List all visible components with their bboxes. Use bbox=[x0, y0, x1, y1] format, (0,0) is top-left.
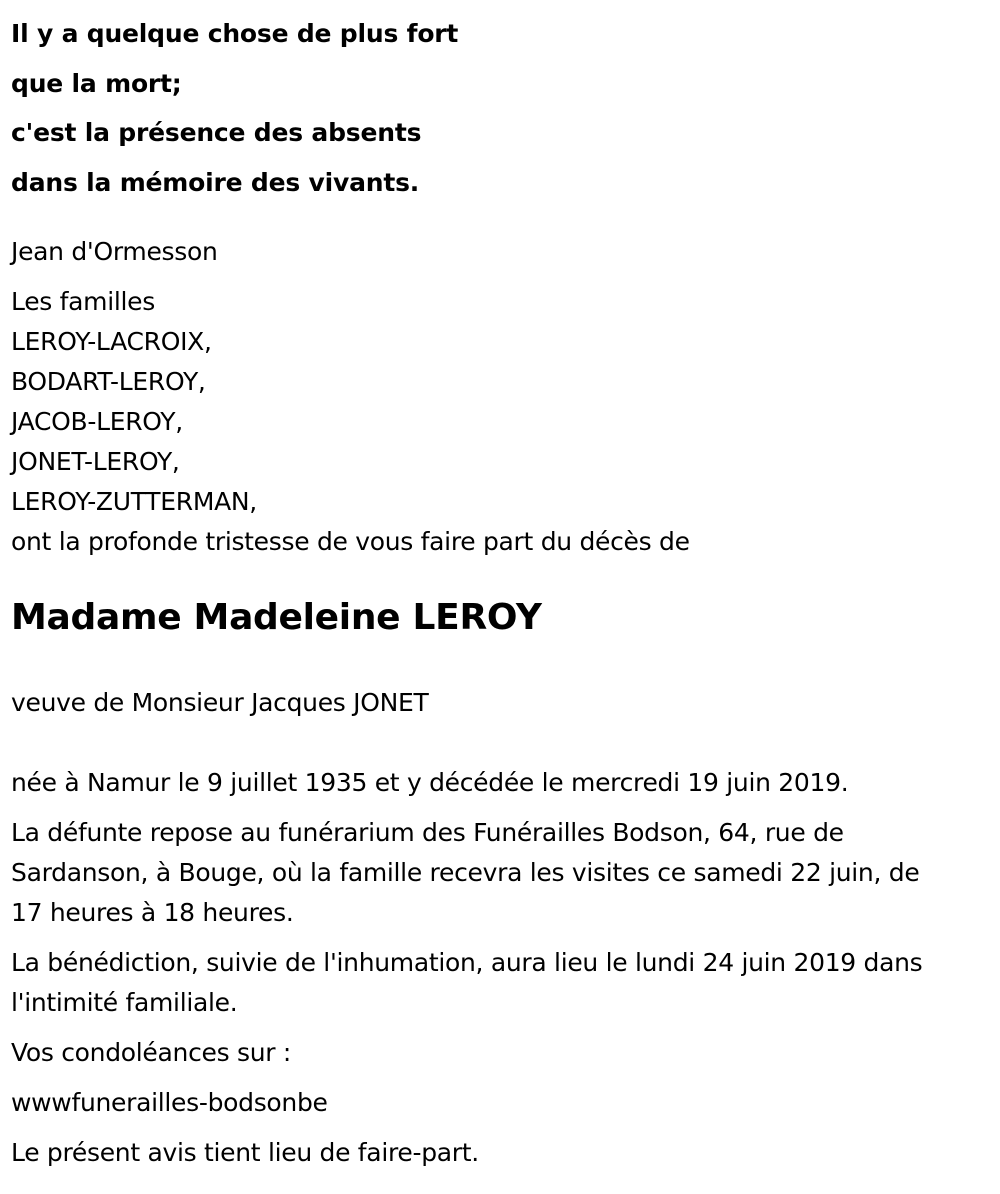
birth-death-info: née à Namur le 9 juillet 1935 et y décédée le mercredi 19 juin 2019. bbox=[11, 768, 849, 797]
repose-paragraph bbox=[11, 813, 991, 933]
repose-line-1: La défunte repose au funérarium des Funérailles Bodson, 64, rue de bbox=[11, 818, 844, 847]
quote-line-1: Il y a quelque chose de plus fort bbox=[11, 19, 459, 48]
ceremony-line-2: l'intimité familiale. bbox=[11, 988, 238, 1017]
repose-line-3: 17 heures à 18 heures. bbox=[11, 898, 294, 927]
closing-note: Le présent avis tient lieu de faire-part. bbox=[11, 1138, 479, 1167]
announcement-statement: ont la profonde tristesse de vous faire part du décès de bbox=[11, 527, 690, 556]
family-name: JACOB-LEROY, bbox=[11, 407, 183, 436]
quote-line-2: que la mort; bbox=[11, 68, 182, 98]
family-name: BODART-LEROY, bbox=[11, 367, 206, 396]
repose-line-2: Sardanson, à Bouge, où la famille recevra les visites ce samedi 22 juin, de bbox=[11, 858, 920, 887]
quote-block bbox=[11, 9, 991, 207]
quote-author: Jean d'Ormesson bbox=[11, 237, 218, 266]
family-name: LEROY-LACROIX, bbox=[11, 327, 212, 356]
family-name: JONET-LEROY, bbox=[11, 447, 180, 476]
obituary-notice bbox=[11, 0, 991, 1173]
quote-line-4: dans la mémoire des vivants. bbox=[11, 167, 420, 197]
families-intro: Les familles bbox=[11, 287, 155, 316]
families-block bbox=[11, 282, 991, 562]
quote-line-3: c'est la présence des absents bbox=[11, 118, 422, 147]
family-name: LEROY-ZUTTERMAN, bbox=[11, 487, 257, 516]
ceremony-line-1: La bénédiction, suivie de l'inhumation, aura lieu le lundi 24 juin 2019 dans bbox=[11, 948, 923, 977]
widow-of: veuve de Monsieur Jacques JONET bbox=[11, 688, 429, 717]
ceremony-paragraph bbox=[11, 943, 991, 1023]
condolences-website: wwwfunerailles-bodsonbe bbox=[11, 1088, 328, 1117]
condolences-label: Vos condoléances sur : bbox=[11, 1038, 291, 1067]
deceased-name: Madame Madeleine LEROY bbox=[11, 597, 542, 638]
